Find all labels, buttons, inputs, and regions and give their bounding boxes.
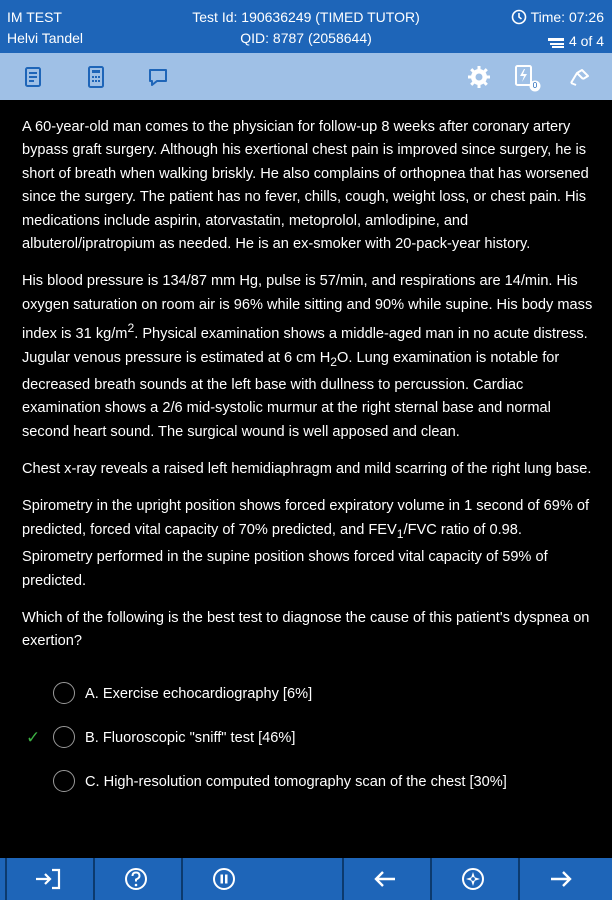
previous-button[interactable] [342,858,425,900]
navigate-button[interactable] [430,858,513,900]
vitals-text-3: O. Lung examination is notable for decreased breath sounds at the left base with dullness to percussion. Cardiac examination shows a 2/6 mid-systolic murmur at the right sternal base and normal second heart sound. The surgical wound is well apposed and clean. [22,349,560,440]
superscript: 2 [127,321,135,336]
subscript: 1 [396,526,404,541]
header-bar [0,0,612,53]
next-icon [547,867,575,891]
radio-button[interactable] [53,682,75,704]
subscript: 2 [330,354,337,369]
timer-text: Time: 07:26 [530,9,604,25]
next-button[interactable] [518,858,601,900]
question-progress [511,31,604,55]
radio-button[interactable] [53,726,75,748]
question-paragraph: A 60-year-old man comes to the physician for follow-up 8 weeks after coronary artery bypass graft surgery. Although his exertional chest pain is improved since surgery, he is short of breath when walking briskly. He also complains of orthopnea that has worsened since the surgery. The patient has no fever, chills, cough, weight loss, or chest pain. His medications include aspirin, atorvastatin, metoprolol, amlodipine, and albuterol/ipratropium as needed. He is an ex-smoker with 20-pack-year history. [22,119,589,253]
answer-choice-a[interactable] [22,672,594,716]
radio-button[interactable] [53,770,75,792]
choice-label: B. Fluoroscopic "sniff" test [46%] [85,729,296,746]
header-right [511,7,604,55]
choice-label: A. Exercise echocardiography [6%] [85,685,313,702]
question-stem: Which of the following is the best test to diagnose the cause of this patient's dyspnea on exertion? [22,609,590,650]
spirometry-text-2: /FVC ratio of 0.98. Spirometry performed in the supine position shows forced vital capacity of 59% of predicted. [22,521,548,589]
help-button[interactable] [93,858,176,900]
test-name: IM TEST [7,9,62,25]
toolbar [0,53,612,100]
settings-icon[interactable] [467,65,491,89]
vitals-text-1: His blood pressure is 134/87 mm Hg, pulse is 57/min, and respirations are 14/min. His oxygen saturation on room air is 96% while sitting and 90% while supine. His body mass index is 31 kg/m [22,273,593,343]
progress-text: 4 of 4 [568,33,604,49]
flashcard-icon[interactable] [513,63,543,93]
bottom-nav-bar [0,858,612,900]
flashcard-count: 0 [532,81,538,90]
navigate-icon [459,867,487,891]
correct-check-icon: ✓ [26,727,41,747]
help-icon [122,867,150,891]
question-paragraph-xray: Chest x-ray reveals a raised left hemidiaphragm and mild scarring of the right lung base. [22,461,592,478]
question-id: QID: 8787 (2058644) [240,30,372,46]
calculator-icon[interactable] [84,65,108,89]
lab-values-icon[interactable] [21,65,45,89]
pause-icon [210,867,238,891]
spirometry-text-1: Spirometry in the upright position shows forced expiratory volume in 1 second of 69% of predicted, forced vital capacity of 70% predicted, and FEV [22,498,590,538]
previous-icon [371,867,399,891]
pause-button[interactable] [181,858,264,900]
test-id: Test Id: 190636249 (TIMED TUTOR) [192,9,420,25]
exit-button[interactable] [5,858,88,900]
user-name: Helvi Tandel [7,30,84,46]
choice-label: C. High-resolution computed tomography scan of the chest [30%] [85,773,507,790]
answer-choice-b[interactable] [22,716,594,760]
highlighter-icon[interactable] [568,65,592,89]
vitals-text-2: . Physical examination shows a middle-aged man in no acute distress. Jugular venous pressure is estimated at 6 cm H [22,326,588,366]
question-paragraph-vitals [22,270,594,444]
timer [511,7,604,31]
question-paragraph-spirometry [22,495,594,593]
notes-icon[interactable] [146,65,170,89]
questions-stack-icon [547,34,565,55]
clock-icon [511,9,527,31]
answer-choices [22,672,594,804]
answer-choice-c[interactable] [22,760,594,804]
question-content [22,116,594,804]
exit-icon [34,867,62,891]
